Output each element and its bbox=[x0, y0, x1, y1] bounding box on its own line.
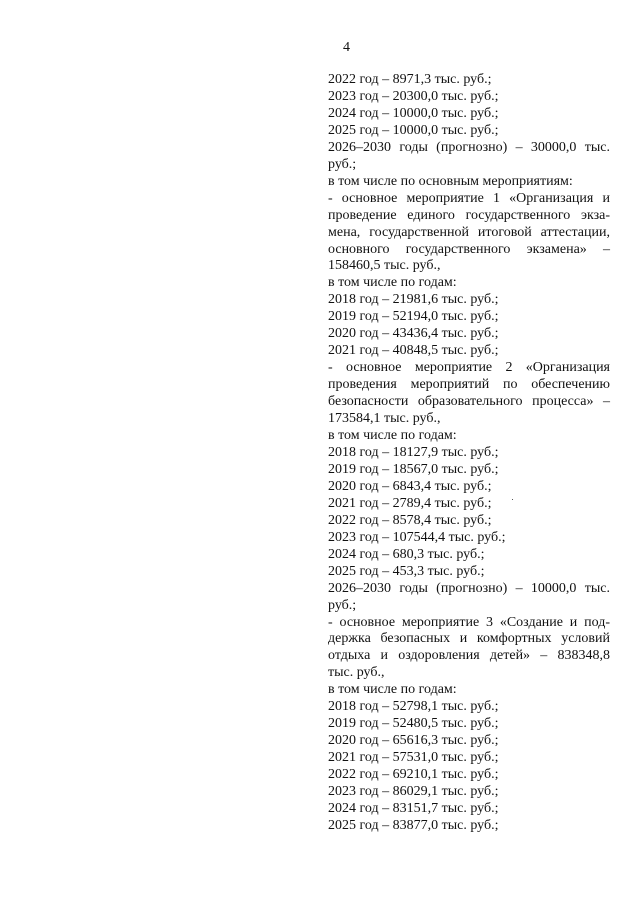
text-line: тыс. руб., bbox=[328, 665, 385, 681]
text-line: 2023 год – 107544,4 тыс. руб.; bbox=[328, 529, 506, 545]
text-line: отдыха и оздоровления детей» – 838348,8 bbox=[328, 648, 610, 664]
text-line: 2024 год – 10000,0 тыс. руб.; bbox=[328, 105, 499, 121]
text-line: 158460,5 тыс. руб., bbox=[328, 258, 441, 274]
text-line: 2023 год – 86029,1 тыс. руб.; bbox=[328, 784, 499, 800]
text-line: в том числе по основным мероприятиям: bbox=[328, 173, 573, 189]
text-line: держка безопасных и комфортных условий bbox=[328, 631, 610, 647]
text-line: 2022 год – 69210,1 тыс. руб.; bbox=[328, 767, 499, 783]
text-line: - основное мероприятие 1 «Организация и bbox=[328, 190, 610, 206]
text-line: 2025 год – 83877,0 тыс. руб.; bbox=[328, 817, 499, 833]
text-line: 2018 год – 52798,1 тыс. руб.; bbox=[328, 699, 499, 715]
text-line: 2026–2030 годы (прогнозно) – 10000,0 тыс. bbox=[328, 580, 610, 596]
text-line: 2021 год – 40848,5 тыс. руб.; bbox=[328, 343, 499, 359]
text-line: 2019 год – 18567,0 тыс. руб.; bbox=[328, 461, 499, 477]
text-line: 2020 год – 65616,3 тыс. руб.; bbox=[328, 733, 499, 749]
text-line: в том числе по годам: bbox=[328, 275, 457, 291]
text-line: 2024 год – 83151,7 тыс. руб.; bbox=[328, 800, 499, 816]
text-line: основного государственного экзамена» – bbox=[328, 241, 610, 257]
text-line: 2025 год – 10000,0 тыс. руб.; bbox=[328, 122, 499, 138]
text-line: 2022 год – 8971,3 тыс. руб.; bbox=[328, 72, 492, 87]
text-line: 2019 год – 52194,0 тыс. руб.; bbox=[328, 309, 499, 325]
text-line: проведения мероприятий по обеспечению bbox=[328, 377, 610, 393]
text-line: мена, государственной итоговой аттестации, bbox=[328, 224, 610, 240]
text-line: - основное мероприятие 3 «Создание и под- bbox=[328, 614, 610, 630]
text-line: 2025 год – 453,3 тыс. руб.; bbox=[328, 563, 485, 579]
text-line: 2021 год – 57531,0 тыс. руб.; bbox=[328, 750, 499, 766]
text-line: 2020 год – 6843,4 тыс. руб.; bbox=[328, 478, 492, 494]
text-line: руб.; bbox=[328, 156, 357, 172]
page-number: 4 bbox=[343, 40, 350, 55]
text-line: 2026–2030 годы (прогнозно) – 30000,0 тыс. bbox=[328, 139, 610, 155]
text-line: - основное мероприятие 2 «Организация bbox=[328, 360, 610, 376]
funding-text-block bbox=[328, 72, 610, 835]
text-line: 2024 год – 680,3 тыс. руб.; bbox=[328, 546, 485, 562]
text-line: в том числе по годам: bbox=[328, 428, 457, 444]
text-line: 173584,1 тыс. руб., bbox=[328, 411, 441, 427]
text-line: 2018 год – 18127,9 тыс. руб.; bbox=[328, 444, 499, 460]
text-line: 2020 год – 43436,4 тыс. руб.; bbox=[328, 326, 499, 342]
text-line: 2021 год – 2789,4 тыс. руб.; bbox=[328, 495, 492, 511]
text-line: в том числе по годам: bbox=[328, 682, 457, 698]
text-line: 2023 год – 20300,0 тыс. руб.; bbox=[328, 88, 499, 104]
text-line: 2022 год – 8578,4 тыс. руб.; bbox=[328, 512, 492, 528]
text-line: проведение единого государственного экза- bbox=[328, 207, 610, 223]
text-line: руб.; bbox=[328, 597, 357, 613]
scan-speck bbox=[512, 499, 513, 500]
text-line: безопасности образовательного процесса» – bbox=[328, 394, 610, 410]
text-line: 2019 год – 52480,5 тыс. руб.; bbox=[328, 716, 499, 732]
text-line: 2018 год – 21981,6 тыс. руб.; bbox=[328, 292, 499, 308]
